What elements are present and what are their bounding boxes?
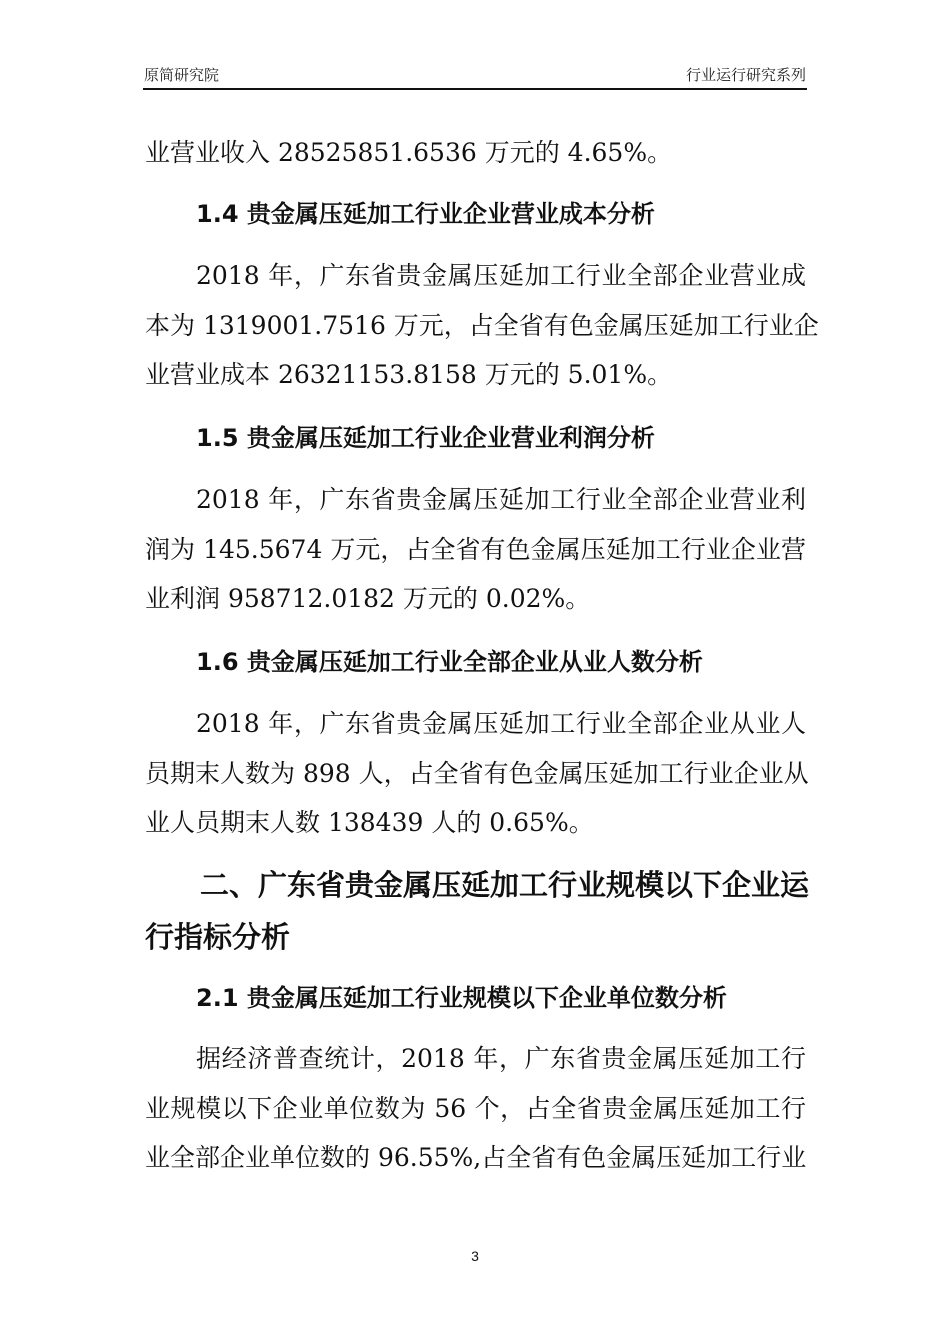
header-rule [143,88,807,90]
paragraph-line: 业营业成本 26321153.8158 万元的 5.01%。 [145,360,673,389]
paragraph-line: 2018 年，广东省贵金属压延加工行业全部企业营业利 [196,485,806,514]
paragraph-line: 员期末人数为 898 人，占全省有色金属压延加工行业企业从 [145,759,809,788]
paragraph-line: 据经济普查统计，2018 年，广东省贵金属压延加工行 [196,1044,806,1073]
paragraph-line: 2018 年，广东省贵金属压延加工行业全部企业营业成 [196,261,806,290]
section-heading-1-4: 1.4 贵金属压延加工行业企业营业成本分析 [196,200,655,228]
paragraph-line: 本为 1319001.7516 万元，占全省有色金属压延加工行业企 [145,311,819,340]
section-heading-1-5: 1.5 贵金属压延加工行业企业营业利润分析 [196,424,655,452]
section-heading-1-6: 1.6 贵金属压延加工行业全部企业从业人数分析 [196,648,703,676]
header-series-title: 行业运行研究系列 [685,66,806,84]
paragraph-line: 业利润 958712.0182 万元的 0.02%。 [145,584,591,613]
section-heading-2-1: 2.1 贵金属压延加工行业规模以下企业单位数分析 [196,984,727,1012]
paragraph-line: 业全部企业单位数的 96.55%,占全省有色金属压延加工行业 [145,1143,807,1172]
paragraph-line: 润为 145.5674 万元，占全省有色金属压延加工行业企业营 [145,535,806,564]
page-number: 3 [471,1248,479,1264]
paragraph-line: 业人员期末人数 138439 人的 0.65%。 [145,808,594,837]
paragraph-line: 业营业收入 28525851.6536 万元的 4.65%。 [145,138,673,167]
header-org-name: 原简研究院 [144,66,220,84]
chapter-heading-line: 二、广东省贵金属压延加工行业规模以下企业运 [200,868,810,902]
paragraph-line: 2018 年，广东省贵金属压延加工行业全部企业从业人 [196,709,806,738]
chapter-heading-line: 行指标分析 [145,920,291,954]
paragraph-line: 业规模以下企业单位数为 56 个，占全省贵金属压延加工行 [145,1094,806,1123]
